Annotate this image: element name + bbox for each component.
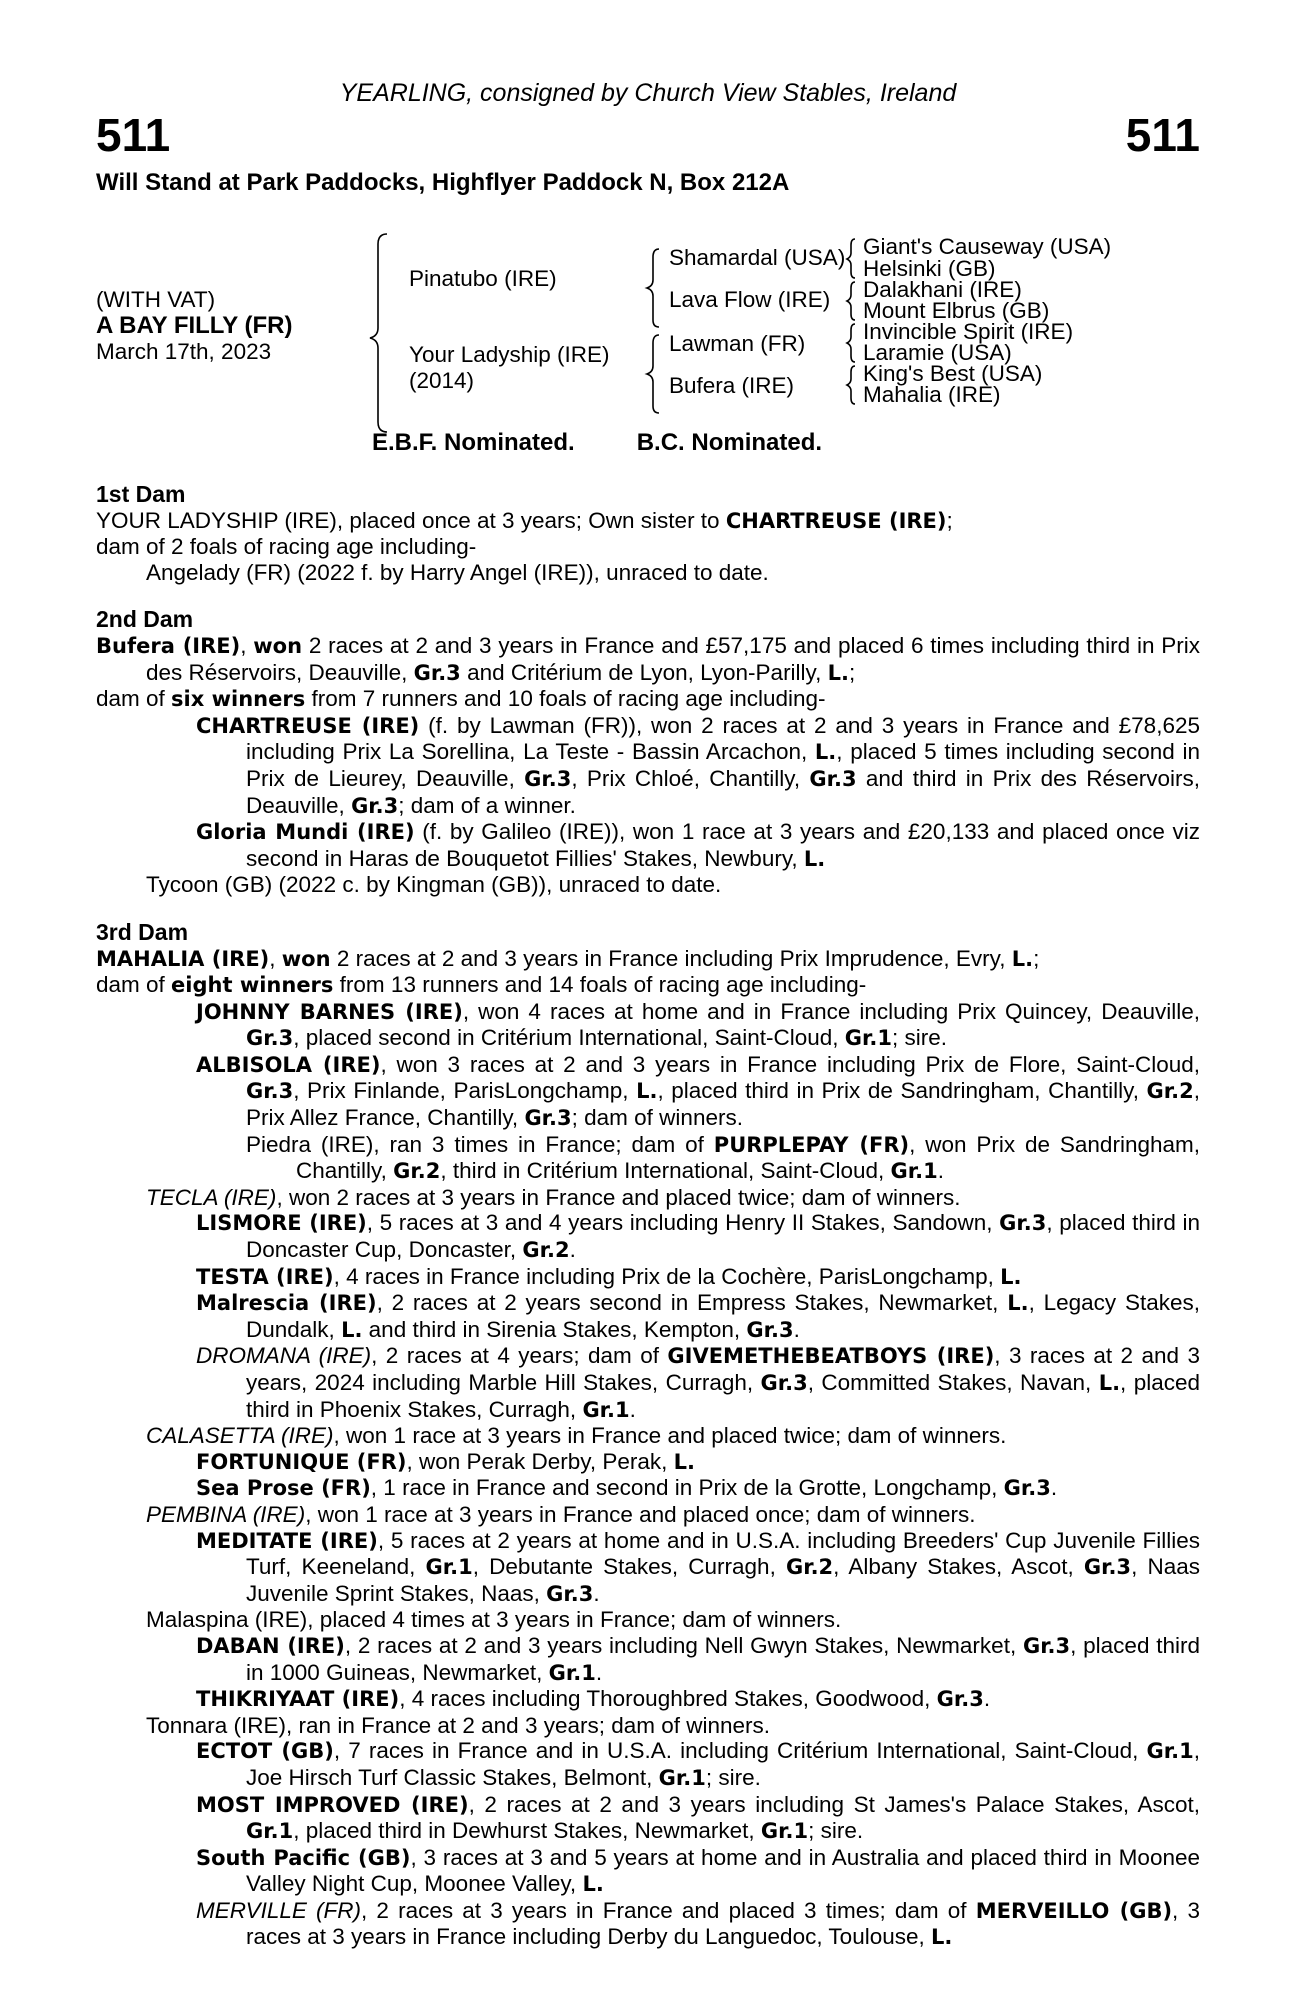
horse-name: A BAY FILLY (FR) [96, 312, 293, 339]
produce-entry: THIKRIYAAT (IRE), 4 races including Thoroughbred Stakes, Goodwood, Gr.3. [196, 1686, 991, 1712]
gg-5: Invincible Spirit (IRE) [863, 319, 1074, 344]
produce-entry: MOST IMPROVED (IRE), 2 races at 2 and 3 years including St James's Palace Stakes, Ascot, Gr.1, placed third in Dewhurst Stakes, Newmarket, Gr.1; sire. [196, 1791, 1201, 1844]
horse-link-chartreuse: CHARTREUSE (IRE) [725, 508, 947, 533]
produce-entry: FORTUNIQUE (FR), won Perak Derby, Perak, L. [196, 1448, 696, 1474]
nominations [372, 430, 884, 456]
second-dam-heading: 2nd Dam [96, 606, 194, 633]
catalogue-page [96, 78, 1201, 1950]
dam-sire: Lawman (FR) [669, 331, 806, 356]
produce-entry: Gloria Mundi (IRE) (f. by Galileo (IRE)), won 1 race at 3 years and £20,133 and placed once viz second in Haras de Bouquetot Fillies' Stakes, Newbury, L. [196, 819, 1200, 871]
produce-entry: ALBISOLA (IRE), won 3 races at 2 and 3 years in France including Prix de Flore, Saint-Cloud, Gr.3, Prix Finlande, ParisLongchamp, L., placed third in Prix de Sandringham, Chantilly, Gr.2, Prix Allez France, Chantilly, Gr.3; dam of winners. [196, 1051, 1200, 1131]
gg-1: Giant's Causeway (USA) [863, 234, 1112, 259]
produce-entry: MERVILLE (FR), 2 races at 3 years in France and placed 3 times; dam of MERVEILLO (GB), 3 races at 3 years in France including Derby du Languedoc, Toulouse, L. [196, 1897, 1200, 1950]
gg-8: Mahalia (IRE) [863, 382, 1001, 407]
produce-entry: South Pacific (GB), 3 races at 3 and 5 years at home and in Australia and placed third in Moonee Valley Night Cup, Moonee Valley, L. [196, 1844, 1200, 1897]
third-dam-heading: 3rd Dam [96, 918, 189, 945]
stand-location: Will Stand at Park Paddocks, Highflyer Paddock N, Box 212A [96, 169, 790, 196]
third-dam-record: MAHALIA (IRE), won 2 races at 2 and 3 years in France including Prix Imprudence, Evry, L.; [96, 945, 1040, 971]
first-dam-line: YOUR LADYSHIP (IRE), placed once at 3 years; Own sister to CHARTREUSE (IRE); [96, 507, 953, 533]
produce-entry: Malrescia (IRE), 2 races at 2 years second in Empress Stakes, Newmarket, L., Legacy Stakes, Dundalk, L. and third in Sirenia Stakes, Kempton, Gr.3. [196, 1290, 1200, 1342]
gg-3: Dalakhani (IRE) [863, 277, 1022, 302]
dam-dam: Bufera (IRE) [669, 373, 795, 398]
produce-entry: CHARTREUSE (IRE) (f. by Lawman (FR)), won 2 races at 2 and 3 years in France and £78,625 including Prix La Sorellina, La Teste - Bassin Arcachon, L., placed 5 times including second in Prix de Lieurey, Deauville, Gr.3, Prix Chloé, Chantilly, Gr.3 and third in Prix des Réservoirs, Deauville, Gr.3; dam of a winner. [196, 712, 1201, 818]
first-dam-section [96, 482, 1200, 585]
vat-note: (WITH VAT) [96, 287, 216, 312]
family-details [96, 482, 1200, 1973]
produce-entry: DABAN (IRE), 2 races at 2 and 3 years including Nell Gwyn Stakes, Newmarket, Gr.3, placed third in 1000 Guineas, Newmarket, Gr.1. [196, 1632, 1200, 1685]
bc-nomination: B.C. Nominated. [636, 429, 823, 456]
produce-entry: PEMBINA (IRE), won 1 race at 3 years in France and placed once; dam of winners. [146, 1501, 976, 1527]
consignment-line: YEARLING, consigned by Church View Stables, Ireland [339, 79, 957, 107]
second-dam-produce-intro: dam of six winners from 7 runners and 10 foals of racing age including- [96, 686, 826, 712]
first-dam-produce-intro: dam of 2 foals of racing age including- [96, 534, 477, 560]
produce-entry: TECLA (IRE), won 2 races at 3 years in France and placed twice; dam of winners. [146, 1184, 961, 1210]
foaling-date: March 17th, 2023 [96, 339, 272, 364]
produce-entry: Angelady (FR) (2022 f. by Harry Angel (IRE)), unraced to date. [146, 559, 769, 585]
produce-entry: TESTA (IRE), 4 races in France including Prix de la Cochère, ParisLongchamp, L. [196, 1263, 1022, 1289]
produce-entry: DROMANA (IRE), 2 races at 4 years; dam of GIVEMETHEBEATBOYS (IRE), 3 races at 2 and 3 years, 2024 including Marble Hill Stakes, Curragh, Gr.3, Committed Stakes, Navan, L., placed third in Phoenix Stakes, Curragh, Gr.1. [196, 1343, 1200, 1422]
sire-sire: Shamardal (USA) [669, 245, 846, 270]
lot-number-left: 511 [96, 109, 171, 161]
produce-entry: LISMORE (IRE), 5 races at 3 and 4 years including Henry II Stakes, Sandown, Gr.3, placed third in Doncaster Cup, Doncaster, Gr.2. [196, 1210, 1201, 1263]
produce-entry: Tycoon (GB) (2022 c. by Kingman (GB)), unraced to date. [146, 872, 722, 898]
dam: Your Ladyship (IRE) [409, 342, 610, 367]
second-dam-section [96, 607, 1200, 898]
produce-entry: MEDITATE (IRE), 5 races at 2 years at home and in U.S.A. including Breeders' Cup Juvenile Fillies Turf, Keeneland, Gr.1, Debutante Stakes, Curragh, Gr.2, Albany Stakes, Ascot, Gr.3, Naas Juvenile Sprint Stakes, Naas, Gr.3. [196, 1527, 1200, 1606]
third-dam-produce-intro: dam of eight winners from 13 runners and 14 foals of racing age including- [96, 972, 867, 998]
pedigree-table [96, 196, 1200, 407]
gg-4: Mount Elbrus (GB) [863, 298, 1050, 323]
third-dam-section [96, 920, 1200, 1951]
second-dam-record: Bufera (IRE), won 2 races at 2 and 3 years in France and £57,175 and placed 6 times including third in Prix des Réservoirs, Deauville, Gr.3 and Critérium de Lyon, Lyon-Parilly, L.; [96, 632, 1200, 685]
first-dam-heading: 1st Dam [96, 481, 186, 507]
gg-6: Laramie (USA) [863, 340, 1012, 365]
sire-dam: Lava Flow (IRE) [669, 287, 831, 312]
produce-entry: Sea Prose (FR), 1 race in France and second in Prix de la Grotte, Longchamp, Gr.3. [196, 1475, 1058, 1501]
produce-entry: Tonnara (IRE), ran in France at 2 and 3 years; dam of winners. [146, 1712, 771, 1738]
gg-2: Helsinki (GB) [863, 256, 996, 281]
produce-entry: JOHNNY BARNES (IRE), won 4 races at home and in France including Prix Quincey, Deauville, Gr.3, placed second in Critérium International, Saint-Cloud, Gr.1; sire. [196, 998, 1201, 1051]
lot-number-right: 511 [1125, 109, 1200, 161]
produce-entry: Malaspina (IRE), placed 4 times at 3 years in France; dam of winners. [146, 1607, 842, 1633]
produce-entry: Piedra (IRE), ran 3 times in France; dam of PURPLEPAY (FR), won Prix de Sandringham, Chantilly, Gr.2, third in Critérium International, Saint-Cloud, Gr.1. [246, 1131, 1200, 1184]
ebf-nomination: E.B.F. Nominated. [372, 429, 575, 456]
produce-entry: CALASETTA (IRE), won 1 race at 3 years in France and placed twice; dam of winners. [146, 1423, 1007, 1449]
sire: Pinatubo (IRE) [409, 266, 557, 291]
produce-entry: ECTOT (GB), 7 races in France and in U.S.A. including Critérium International, Saint-Cloud, Gr.1, Joe Hirsch Turf Classic Stakes, Belmont, Gr.1; sire. [196, 1738, 1200, 1790]
dam-year: (2014) [409, 368, 475, 393]
gg-7: King's Best (USA) [863, 361, 1043, 386]
